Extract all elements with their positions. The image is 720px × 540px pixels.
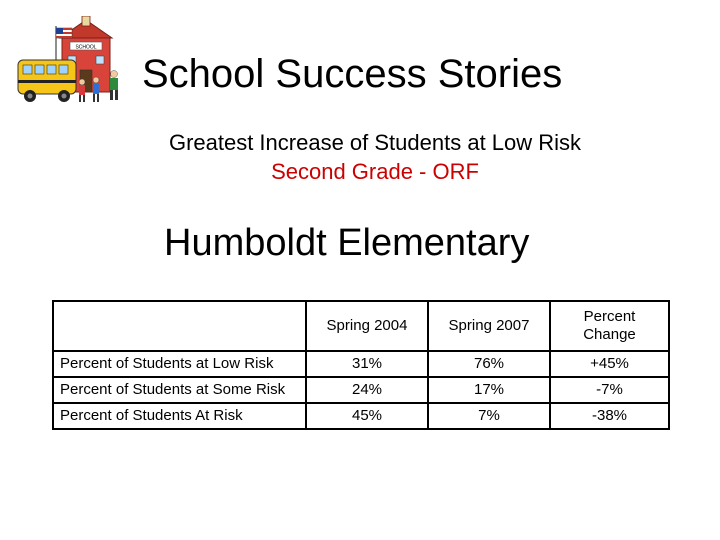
header-percent-change bbox=[550, 301, 669, 351]
cell-percent-change: -7% bbox=[550, 377, 669, 403]
table-header-row bbox=[53, 301, 669, 351]
results-table bbox=[52, 300, 670, 430]
cell-percent-change: +45% bbox=[550, 351, 669, 377]
subtitle-line-1: Greatest Increase of Students at Low Risk bbox=[168, 130, 582, 155]
header-blank-cell bbox=[53, 301, 306, 351]
table-row bbox=[53, 403, 669, 429]
school-sign-text: SCHOOL bbox=[75, 44, 97, 51]
cell-spring-2007: 76% bbox=[428, 351, 550, 377]
cell-percent-change: -38% bbox=[550, 403, 669, 429]
header-percent-change-line-1: Percent bbox=[583, 308, 636, 325]
cell-spring-2004: 45% bbox=[306, 403, 428, 429]
row-label: Percent of Students At Risk bbox=[53, 403, 306, 429]
row-label: Percent of Students at Some Risk bbox=[53, 377, 306, 403]
row-label: Percent of Students at Low Risk bbox=[53, 351, 306, 377]
header-spring-2004: Spring 2004 bbox=[306, 301, 428, 351]
header-spring-2007: Spring 2007 bbox=[428, 301, 550, 351]
school-bus-clipart-icon bbox=[16, 16, 128, 108]
table-row bbox=[53, 351, 669, 377]
header-percent-change-line-2: Change bbox=[583, 326, 636, 343]
cell-spring-2004: 31% bbox=[306, 351, 428, 377]
cell-spring-2007: 17% bbox=[428, 377, 550, 403]
subtitle-line-2: Second Grade - ORF bbox=[271, 159, 479, 184]
cell-spring-2004: 24% bbox=[306, 377, 428, 403]
table-row bbox=[53, 377, 669, 403]
school-name: Humboldt Elementary bbox=[164, 222, 530, 264]
cell-spring-2007: 7% bbox=[428, 403, 550, 429]
slide-title: School Success Stories bbox=[142, 52, 563, 96]
